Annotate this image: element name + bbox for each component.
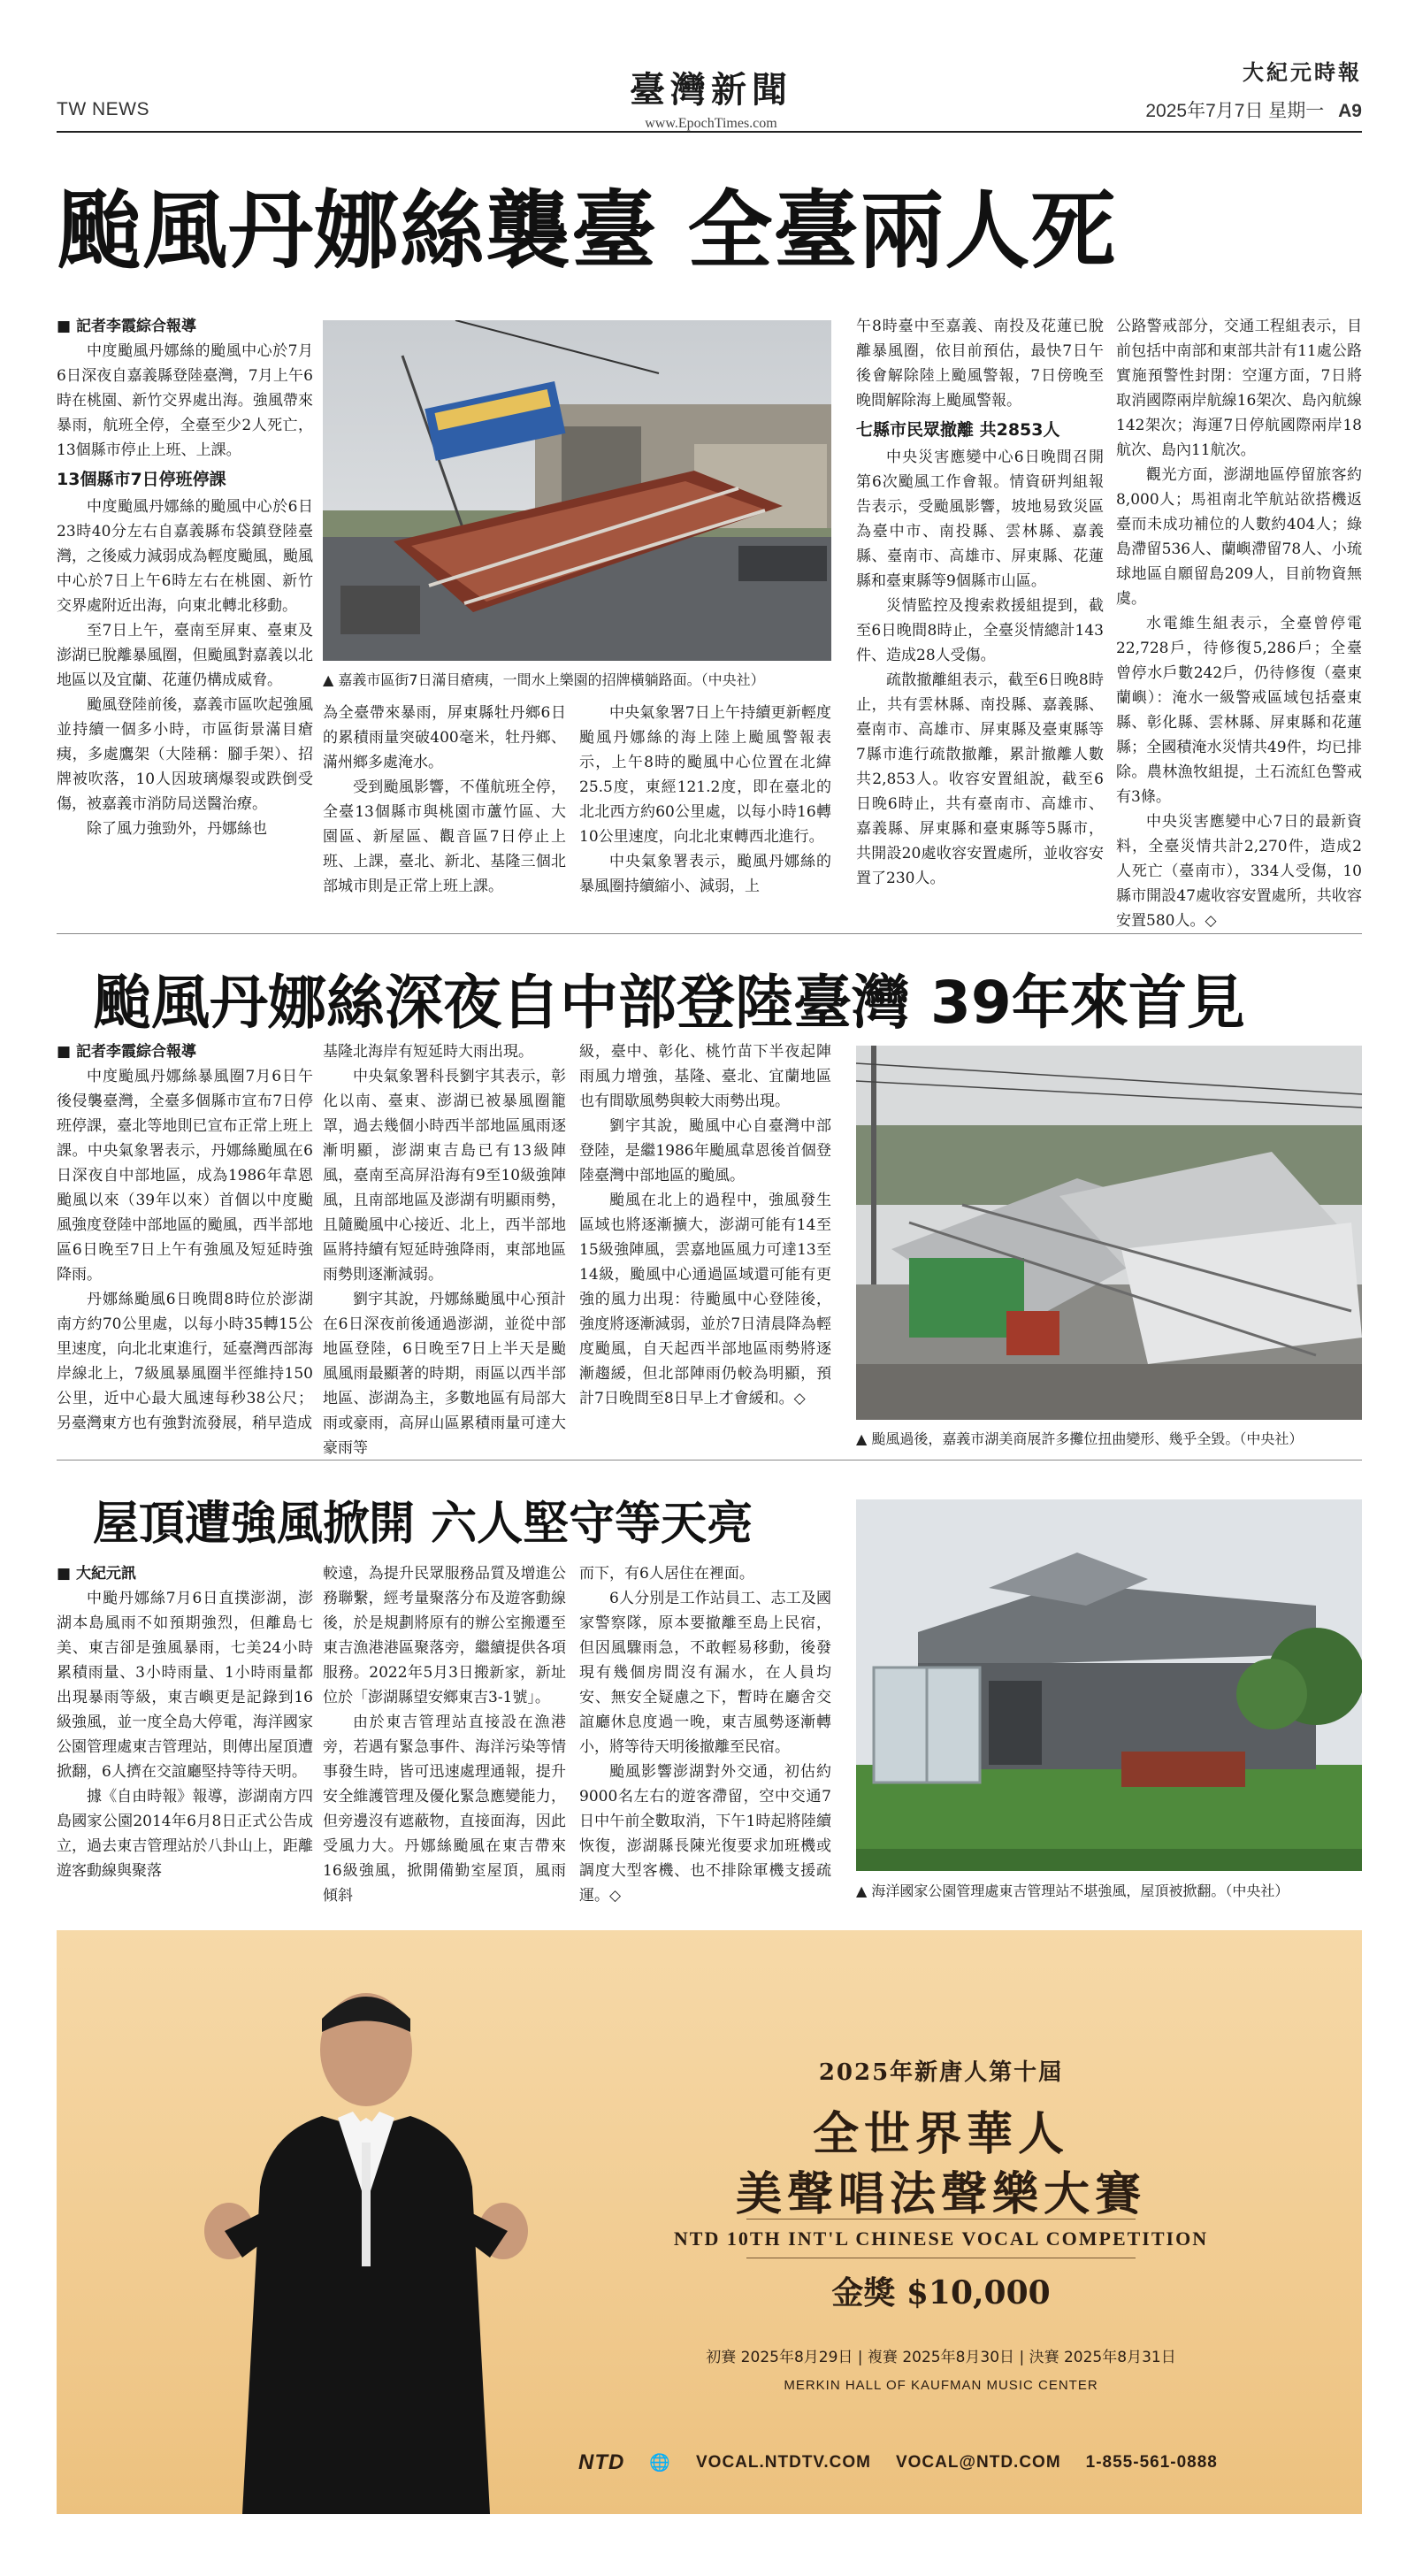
story1-paragraph: 除了風力強勁外，丹娜絲也: [87, 820, 267, 838]
story2-photo-caption: ▲ 颱風過後，嘉義市湖美商展許多攤位扭曲變形、幾乎全毀。（中央社）: [856, 1428, 1303, 1448]
story1-paragraph: 中度颱風丹娜絲的颱風中心於6日23時40分左右自嘉義縣布袋鎮登陸臺灣，之後威力減弱成為輕度颱風，颱風中心於7日上午6時左右在桃園、新竹交界處附近出海，向東北轉北移動。: [57, 498, 313, 615]
story3-paragraph: 據《自由時報》報導，澎湖南方四島國家公園2014年6月8日正式公告成立，過去東吉管理站於八卦山上，距離遊客動線與聚落: [57, 1788, 313, 1880]
story2-paragraph: 中央氣象署科長劉宇其表示，彰化以南、臺東、澎湖已被暴風圈籠罩，過去幾個小時西半部地區風雨逐漸明顯，澎湖東吉島已有13級陣風，臺南至高屏沿海有9至10級強陣風，且南部地區及澎湖有明顯雨勢，且隨颱風中心接近、北上，西半部地區將持續有短延時強降雨，東部地區雨勢則逐漸減弱。: [323, 1068, 566, 1284]
story3-paragraph: 而下，有6人居住在裡面。: [579, 1565, 754, 1583]
story3-headline: 屋頂遭強風掀開 六人堅守等天亮: [93, 1498, 753, 1551]
story2-paragraph: 丹娜絲颱風6日晚間8時位於澎湖南方約70公里處，以每小時35轉15公里速度，向北北東進行，延臺灣西部海岸線北上，7級風暴風圈半徑維持150公里，近中心最大風速每秒38公尺；另臺灣東方也有強對流發展，稍早造成: [57, 1291, 313, 1432]
story1-paragraph: 中央氣象署7日上午持續更新輕度颱風丹娜絲的海上陸上颱風警報表示，上午8時的颱風中心位置在北緯25.5度，東經121.2度，即在臺北的北北西方約60公里處，以每小時16轉10公里速度，向北北東轉西北進行。: [579, 704, 831, 846]
story3-column-3: [579, 1561, 831, 1908]
story-divider-1: [57, 933, 1362, 934]
story2-photo-illustration: [856, 1046, 1362, 1420]
story2-byline: ■ 記者李霞綜合報導: [57, 1039, 313, 1064]
issue-date: 2025年7月7日 星期一: [1145, 101, 1325, 121]
ad-edition: 2025年新唐人第十屆: [818, 2059, 1064, 2086]
masthead-right: [1145, 55, 1362, 123]
story1-byline: ■ 記者李霞綜合報導: [57, 314, 313, 339]
ad-email-link[interactable]: VOCAL@NTD.COM: [895, 2453, 1061, 2472]
story1-paragraph: 中央災害應變中心6日晚間召開第6次颱風工作會報。情資研判組報告表示，受颱風影響，坡地易致災區為臺中市、南投縣、雲林縣、嘉義縣、臺南市、高雄市、屏東縣、花蓮縣和臺東縣等9個縣市山區。: [856, 448, 1104, 590]
story1-photo-illustration: [323, 320, 831, 661]
story3-paragraph: 較遠，為提升民眾服務品質及增進公務聯繫，經考量聚落分布及遊客動線後，於是規劃將原有的辦公室搬遷至東吉漁港港區聚落旁，繼續提供各項服務。2022年5月3日搬新家，新址位於「澎湖縣望安鄉東吉3-1號」。: [323, 1565, 566, 1706]
singer-figure: [189, 1966, 543, 2514]
story2-paragraph: 劉宇其說，丹娜絲颱風中心預計在6日深夜前後通過澎湖，並從中部地區登陸，6日晚至7日上半天是颱風風雨最顯著的時期，雨區以西半部地區、澎湖為主，多數地區有局部大雨或豪雨，高屏山區累積雨量可達大豪雨等: [323, 1291, 566, 1457]
story2-paragraph: 劉宇其說，颱風中心自臺灣中部登陸，是繼1986年颱風韋恩後首個登陸臺灣中部地區的颱風。: [579, 1117, 831, 1184]
story1-photo-caption: ▲ 嘉義市區街7日滿目瘡痍，一間水上樂園的招牌橫躺路面。（中央社）: [323, 669, 765, 689]
section-label-en: TW NEWS: [57, 99, 149, 119]
section-title-block: [552, 62, 870, 132]
ad-phone-link[interactable]: 1-855-561-0888: [1085, 2453, 1218, 2472]
story1-column-5: [1116, 314, 1362, 933]
story1-paragraph: 至7日上午，臺南至屏東、臺東及澎湖已脫離暴風圈，但颱風對嘉義以北地區以及宜蘭、花蓮仍構成威脅。: [57, 622, 313, 689]
story2-headline: 颱風丹娜絲深夜自中部登陸臺灣 39年來首見: [93, 969, 1245, 1037]
story3-paragraph: 颱風影響澎湖對外交通，初估約9000名左右的遊客滯留，空中交通7日中午前全數取消，下午1時起將陸續恢復，澎湖縣長陳光復要求加班機或調度大型客機、也不排除軍機支援疏運。◇: [579, 1763, 831, 1905]
story1-paragraph: 颱風登陸前後，嘉義市區吹起強風並持續一個多小時，市區街景滿目瘡痍，多處鷹架（大陸稱：腳手架）、招牌被吹落，10人因玻璃爆裂或跌倒受傷，被嘉義市消防局送醫治療。: [57, 696, 313, 813]
story1-paragraph: 中央災害應變中心7日的最新資料，全臺災情共計2,270件，造成2人死亡（臺南市），334人受傷，10縣市開設47處收容安置處所，共收容安置580人。◇: [1116, 813, 1362, 930]
story1-column-1: [57, 314, 313, 841]
story1-paragraph: 觀光方面，澎湖地區停留旅客約8,000人；馬祖南北竿航站欲搭機返臺而未成功補位的人數約404人；綠島滯留536人、蘭嶼滯留78人、小琉球地區自願留島209人，目前物資無虞。: [1116, 466, 1362, 608]
story1-subhead-1: 13個縣市7日停班停課: [57, 470, 226, 489]
story1-paragraph: 受到颱風影響，不僅航班全停，全臺13個縣市與桃園市蘆竹區、大園區、新屋區、觀音區7日停止上班、上課，臺北、新北、基隆三個北部城市則是正常上班上課。: [323, 778, 566, 895]
story1-paragraph: 午8時臺中至嘉義、南投及花蓮已脫離暴風圈，依目前預估，最快7日午後會解除陸上颱風警報，7日傍晚至晚間解除海上颱風警報。: [856, 318, 1104, 410]
story1-subhead-2: 七縣市民眾撤離 共2853人: [856, 420, 1060, 440]
story2-paragraph: 基隆北海岸有短延時大雨出現。: [323, 1043, 533, 1061]
ad-title-english: NTD 10TH INT'L CHINESE VOCAL COMPETITION: [673, 2227, 1209, 2250]
story1-paragraph: 中度颱風丹娜絲的颱風中心於7月6日深夜自嘉義縣登陸臺灣，7月上午6時在桃園、新竹交界處出海。強風帶來暴雨，航班全停，全臺至少2人死亡，13個縣市停止上班、上課。: [57, 342, 313, 459]
story1-paragraph: 災情監控及搜索救援組提到，截至6日晚間8時止，全臺災情總計143件、造成28人受傷。: [856, 597, 1104, 664]
story2-photo: [856, 1046, 1362, 1420]
site-url[interactable]: www.EpochTimes.com: [645, 116, 777, 131]
ad-venue: MERKIN HALL OF KAUFMAN MUSIC CENTER: [784, 2378, 1098, 2393]
ad-contact-bar: [578, 2450, 1312, 2475]
newspaper-brand: 大紀元時報: [1243, 59, 1362, 85]
story3-paragraph: 由於東吉管理站直接設在漁港旁，若遇有緊急事件、海洋污染等情事發生時，皆可迅速處理通報，提升安全維護管理及優化緊急應變能力，但旁邊沒有遮蔽物，直接面海，因此受風力大。丹娜絲颱風在東吉帶來16級強風，掀開備勤室屋頂，風雨傾斜: [323, 1714, 566, 1905]
story1-headline: 颱風丹娜絲襲臺 全臺兩人死: [57, 181, 1117, 280]
ntd-logo: NTD: [578, 2450, 625, 2474]
story3-photo-caption: ▲ 海洋國家公園管理處東吉管理站不堪強風，屋頂被掀翻。（中央社）: [856, 1880, 1289, 1900]
story1-paragraph: 公路警戒部分，交通工程組表示，目前包括中南部和東部共計有11處公路實施預警性封閉：空運方面，7日將取消國際兩岸航線16架次、島內航線142架次；海運7日停航國際兩岸18航次、島內11航次。: [1116, 318, 1362, 459]
vocal-competition-ad[interactable]: [57, 1930, 1362, 2514]
issue-date-line: [1145, 96, 1362, 123]
story2-paragraph: 中度颱風丹娜絲暴風圈7月6日午後侵襲臺灣，全臺多個縣市宣布7日停班停課，臺北等地則已宣布正常上班上課。中央氣象署表示，丹娜絲颱風在6日深夜自中部地區，成為1986年韋恩颱風以來（39年以來）首個以中度颱風強度登陸中部地區的颱風，西半部地區6日晚至7日上午有強風及短延時強降雨。: [57, 1068, 313, 1284]
story2-column-2: [323, 1039, 566, 1460]
story2-column-1: [57, 1039, 313, 1436]
story1-paragraph: 疏散撤離組表示，截至6日晚8時止，共有雲林縣、南投縣、嘉義縣、臺南市、高雄市、屏東縣及臺東縣等7縣市進行疏散撤離，累計撤離人數共2,853人。收容安置組說，截至6日晚6時止，共有臺南市、高雄市、嘉義縣、屏東縣和臺東縣等5縣市，共開設20處收容安置處所，並收容安置了230人。: [856, 671, 1104, 887]
story3-paragraph: 6人分別是工作站員工、志工及國家警察隊，原本要撤離至島上民宿，但因風驟雨急，不敢輕易移動，後發現有幾個房間沒有漏水，在人員均安、無安全疑慮之下，暫時在廳舍交誼廳休息度過一晚，東吉風勢逐漸轉小，將等待天明後撤離至民宿。: [579, 1590, 831, 1756]
globe-icon: 🌐: [649, 2454, 671, 2472]
story2-column-3: [579, 1039, 831, 1411]
ad-website-link[interactable]: VOCAL.NTDTV.COM: [696, 2453, 871, 2472]
story3-paragraph: 中颱丹娜絲7月6日直撲澎湖，澎湖本島風雨不如預期強烈，但離島七美、東吉卻是強風暴雨，七美24小時累積雨量、3小時雨量、1小時雨量都出現暴雨等級，東吉嶼更是記錄到16級強風，並一度全島大停電，海洋國家公園管理處東吉管理站，則傳出屋頂遭掀翻，6人擠在交誼廳堅持等待天明。: [57, 1590, 313, 1781]
story3-byline: ■ 大紀元訊: [57, 1561, 313, 1586]
story3-column-2: [323, 1561, 566, 1908]
ad-prize: 金獎 $10,000: [831, 2274, 1051, 2312]
story2-paragraph: 颱風在北上的過程中，強風發生區域也將逐漸擴大，澎湖可能有14至15級強陣風，雲嘉地區風力可達13至14級，颱風中心通過區域還可能有更強的風力出現：待颱風中心登陸後，強度將逐漸減弱，並於7日清晨降為輕度颱風，自天起西半部地區雨勢將逐漸趨緩，但北部陣雨仍較為明顯，預計7日晚間至8日早上才會緩和。◇: [579, 1192, 831, 1407]
masthead-rule: [57, 131, 1362, 133]
story3-column-1: [57, 1561, 313, 1883]
section-title: 臺灣新聞: [630, 70, 792, 111]
masthead: [57, 27, 1362, 150]
story1-column-3: [579, 701, 831, 899]
story1-paragraph: 中央氣象署表示，颱風丹娜絲的暴風圈持續縮小、減弱，上: [579, 853, 831, 895]
story1-paragraph: 為全臺帶來暴雨，屏東縣牡丹鄉6日的累積雨量突破400毫米，牡丹鄉、滿州鄉多處淹水。: [323, 704, 566, 771]
story1-column-2: [323, 701, 566, 899]
page-number: A9: [1338, 101, 1362, 121]
ad-title-line-2: 美聲唱法聲樂大賽: [735, 2167, 1146, 2221]
story1-paragraph: 水電維生組表示，全臺曾停電22,728戶，待修復5,286戶；全臺曾停水戶數242戶，仍待修復（臺東蘭嶼）：淹水一級警戒區域包括臺東縣、彰化縣、雲林縣、屏東縣和花蓮縣；全國積淹水災情共49件，均已排除。農林漁牧組提，土石流紅色警戒有3條。: [1116, 615, 1362, 806]
story2-paragraph: 級，臺中、彰化、桃竹苗下半夜起陣雨風力增強，基隆、臺北、宜蘭地區也有間歇風勢與較大雨勢出現。: [579, 1043, 831, 1110]
story3-photo-illustration: [856, 1499, 1362, 1871]
ad-dates: 初賽 2025年8月29日 | 複賽 2025年8月30日 | 決賽 2025年8月31日: [706, 2349, 1176, 2366]
story1-column-4: [856, 314, 1104, 891]
story1-photo: [323, 320, 831, 661]
ad-ornament-rule: [746, 2219, 1136, 2220]
story3-photo: [856, 1499, 1362, 1871]
ad-title-line-1: 全世界華人: [812, 2107, 1069, 2161]
